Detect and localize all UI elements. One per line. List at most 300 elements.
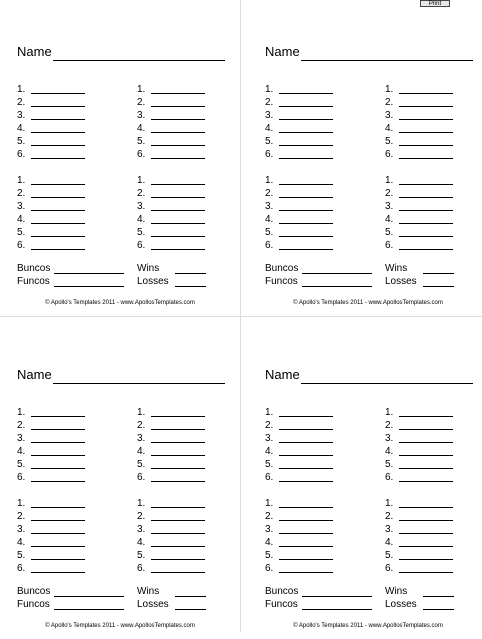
round-number: 4.: [265, 446, 274, 457]
score-blank[interactable]: [31, 520, 85, 521]
funcos-field[interactable]: [54, 609, 124, 610]
wins-field[interactable]: [175, 273, 206, 274]
score-blank[interactable]: [399, 119, 453, 120]
score-blank[interactable]: [279, 455, 333, 456]
buncos-label: Buncos: [17, 586, 51, 597]
round-number: 5.: [17, 459, 26, 470]
score-blank[interactable]: [399, 455, 453, 456]
score-blank[interactable]: [151, 429, 205, 430]
round-row: [265, 135, 279, 148]
round-number: 4.: [385, 537, 394, 548]
round-number: 2.: [265, 511, 274, 522]
score-blank[interactable]: [151, 93, 205, 94]
buncos-field[interactable]: [302, 596, 372, 597]
score-blank[interactable]: [279, 223, 333, 224]
funcos-label: Funcos: [17, 276, 50, 287]
round-column: [137, 406, 151, 484]
score-blank[interactable]: [279, 197, 333, 198]
round-row: [265, 510, 279, 523]
round-number: 2.: [137, 511, 146, 522]
score-blank[interactable]: [31, 236, 85, 237]
round-number: 6.: [17, 149, 26, 160]
round-number: 2.: [265, 97, 274, 108]
copyright-text: © Apollo's Templates 2011 - www.ApollosTemplates.com: [45, 623, 195, 629]
round-number: 2.: [385, 511, 394, 522]
score-blank[interactable]: [31, 442, 85, 443]
round-number: 1.: [137, 84, 146, 95]
score-blank[interactable]: [151, 481, 205, 482]
round-number: 5.: [265, 227, 274, 238]
round-number: 4.: [265, 537, 274, 548]
round-column: [385, 406, 399, 484]
round-number: 3.: [17, 201, 26, 212]
round-column: [137, 497, 151, 575]
round-number: 2.: [137, 97, 146, 108]
round-number: 3.: [265, 433, 274, 444]
round-row: [17, 419, 31, 432]
round-number: 3.: [137, 201, 146, 212]
horizontal-divider: [0, 316, 482, 317]
buncos-label: Buncos: [265, 586, 299, 597]
round-row: [137, 419, 151, 432]
wins-field[interactable]: [423, 273, 454, 274]
score-blank[interactable]: [151, 184, 205, 185]
score-card: [248, 323, 482, 639]
wins-label: Wins: [385, 586, 408, 597]
round-number: 4.: [385, 214, 394, 225]
round-column: [17, 497, 31, 575]
score-blank[interactable]: [31, 119, 85, 120]
round-number: 5.: [265, 459, 274, 470]
round-number: 5.: [137, 459, 146, 470]
score-blank[interactable]: [31, 93, 85, 94]
round-row: [265, 109, 279, 122]
round-number: 3.: [385, 433, 394, 444]
round-row: [385, 536, 399, 549]
round-row: [17, 83, 31, 96]
round-row: [137, 523, 151, 536]
round-row: [17, 536, 31, 549]
round-number: 4.: [137, 123, 146, 134]
round-column: [137, 83, 151, 161]
score-blank[interactable]: [399, 559, 453, 560]
score-blank[interactable]: [31, 455, 85, 456]
score-blank[interactable]: [31, 559, 85, 560]
round-row: [385, 458, 399, 471]
round-row: [17, 226, 31, 239]
score-blank[interactable]: [399, 184, 453, 185]
round-number: 2.: [265, 188, 274, 199]
round-number: 4.: [385, 446, 394, 457]
round-column: [265, 83, 279, 161]
round-number: 1.: [137, 498, 146, 509]
round-number: 1.: [17, 407, 26, 418]
name-field[interactable]: [301, 383, 473, 384]
score-blank[interactable]: [151, 533, 205, 534]
score-blank[interactable]: [399, 520, 453, 521]
round-number: 1.: [385, 175, 394, 186]
score-blank[interactable]: [279, 249, 333, 250]
score-blank[interactable]: [31, 533, 85, 534]
round-row: [265, 239, 279, 252]
round-row: [17, 497, 31, 510]
round-number: 4.: [265, 123, 274, 134]
round-row: [137, 432, 151, 445]
score-blank[interactable]: [399, 249, 453, 250]
score-blank[interactable]: [399, 145, 453, 146]
round-number: 6.: [137, 240, 146, 251]
score-blank[interactable]: [31, 507, 85, 508]
round-row: [17, 406, 31, 419]
round-row: [265, 523, 279, 536]
score-blank[interactable]: [31, 429, 85, 430]
score-blank[interactable]: [151, 197, 205, 198]
name-field[interactable]: [53, 383, 225, 384]
round-number: 3.: [385, 201, 394, 212]
round-number: 6.: [17, 563, 26, 574]
round-row: [137, 239, 151, 252]
losses-label: Losses: [385, 276, 417, 287]
name-label: Name: [265, 367, 300, 382]
round-row: [137, 445, 151, 458]
round-row: [385, 523, 399, 536]
buncos-field[interactable]: [54, 596, 124, 597]
score-blank[interactable]: [31, 158, 85, 159]
round-number: 1.: [17, 175, 26, 186]
round-row: [265, 471, 279, 484]
score-blank[interactable]: [31, 416, 85, 417]
round-column: [385, 174, 399, 252]
score-blank[interactable]: [399, 197, 453, 198]
round-number: 6.: [385, 472, 394, 483]
round-number: 1.: [265, 84, 274, 95]
round-column: [137, 174, 151, 252]
score-blank[interactable]: [151, 210, 205, 211]
funcos-label: Funcos: [265, 276, 298, 287]
score-blank[interactable]: [399, 106, 453, 107]
round-row: [265, 83, 279, 96]
score-blank[interactable]: [151, 572, 205, 573]
buncos-field[interactable]: [54, 273, 124, 274]
round-row: [385, 213, 399, 226]
round-row: [265, 122, 279, 135]
score-blank[interactable]: [399, 210, 453, 211]
name-field[interactable]: [301, 60, 473, 61]
round-row: [17, 148, 31, 161]
round-number: 6.: [137, 149, 146, 160]
losses-field[interactable]: [423, 609, 454, 610]
score-blank[interactable]: [31, 197, 85, 198]
score-blank[interactable]: [31, 481, 85, 482]
score-card: [248, 0, 482, 316]
round-row: [17, 187, 31, 200]
score-blank[interactable]: [31, 210, 85, 211]
score-blank[interactable]: [31, 184, 85, 185]
round-row: [385, 549, 399, 562]
round-column: [17, 174, 31, 252]
round-row: [385, 432, 399, 445]
round-number: 6.: [265, 240, 274, 251]
round-row: [17, 432, 31, 445]
score-blank[interactable]: [31, 223, 85, 224]
score-blank[interactable]: [399, 442, 453, 443]
score-blank[interactable]: [151, 468, 205, 469]
copyright-text: © Apollo's Templates 2011 - www.ApollosTemplates.com: [293, 300, 443, 306]
wins-field[interactable]: [423, 596, 454, 597]
round-column: [385, 83, 399, 161]
round-column: [385, 497, 399, 575]
score-blank[interactable]: [31, 572, 85, 573]
score-blank[interactable]: [279, 468, 333, 469]
round-row: [265, 458, 279, 471]
round-number: 4.: [17, 537, 26, 548]
round-number: 3.: [137, 524, 146, 535]
copyright-text: © Apollo's Templates 2011 - www.ApollosTemplates.com: [293, 623, 443, 629]
round-number: 2.: [385, 188, 394, 199]
round-number: 1.: [137, 175, 146, 186]
round-row: [137, 458, 151, 471]
round-number: 6.: [137, 472, 146, 483]
round-row: [385, 135, 399, 148]
round-number: 4.: [17, 446, 26, 457]
losses-label: Losses: [385, 599, 417, 610]
round-column: [17, 406, 31, 484]
round-number: 3.: [17, 524, 26, 535]
score-blank[interactable]: [399, 507, 453, 508]
score-blank[interactable]: [31, 546, 85, 547]
round-row: [17, 96, 31, 109]
score-blank[interactable]: [399, 236, 453, 237]
score-card: [0, 0, 240, 316]
score-blank[interactable]: [31, 132, 85, 133]
score-blank[interactable]: [279, 533, 333, 534]
score-blank[interactable]: [399, 416, 453, 417]
round-number: 2.: [17, 420, 26, 431]
round-row: [385, 419, 399, 432]
name-field[interactable]: [53, 60, 225, 61]
round-number: 4.: [385, 123, 394, 134]
round-row: [17, 458, 31, 471]
round-number: 6.: [265, 149, 274, 160]
round-number: 1.: [265, 407, 274, 418]
round-row: [385, 187, 399, 200]
round-number: 5.: [17, 550, 26, 561]
round-number: 2.: [385, 420, 394, 431]
score-blank[interactable]: [399, 223, 453, 224]
round-row: [385, 239, 399, 252]
name-label: Name: [17, 367, 52, 382]
round-row: [137, 471, 151, 484]
round-row: [265, 562, 279, 575]
round-number: 3.: [17, 433, 26, 444]
round-number: 4.: [265, 214, 274, 225]
losses-field[interactable]: [175, 286, 206, 287]
round-number: 3.: [17, 110, 26, 121]
losses-field[interactable]: [423, 286, 454, 287]
score-blank[interactable]: [279, 481, 333, 482]
round-row: [17, 549, 31, 562]
round-number: 5.: [265, 136, 274, 147]
score-blank[interactable]: [399, 468, 453, 469]
round-number: 3.: [137, 433, 146, 444]
round-row: [17, 471, 31, 484]
score-blank[interactable]: [151, 132, 205, 133]
round-row: [137, 510, 151, 523]
score-blank[interactable]: [151, 249, 205, 250]
score-blank[interactable]: [279, 442, 333, 443]
round-row: [385, 174, 399, 187]
round-number: 3.: [385, 524, 394, 535]
round-number: 5.: [137, 136, 146, 147]
round-row: [137, 109, 151, 122]
round-row: [385, 226, 399, 239]
score-blank[interactable]: [151, 119, 205, 120]
round-column: [265, 406, 279, 484]
score-blank[interactable]: [279, 158, 333, 159]
round-number: 4.: [137, 446, 146, 457]
score-blank[interactable]: [399, 572, 453, 573]
losses-label: Losses: [137, 599, 169, 610]
round-number: 6.: [265, 563, 274, 574]
score-blank[interactable]: [151, 236, 205, 237]
round-row: [385, 406, 399, 419]
round-row: [17, 200, 31, 213]
round-number: 5.: [137, 550, 146, 561]
round-row: [137, 200, 151, 213]
round-row: [137, 226, 151, 239]
score-blank[interactable]: [31, 145, 85, 146]
score-blank[interactable]: [151, 546, 205, 547]
wins-label: Wins: [137, 263, 160, 274]
round-column: [265, 174, 279, 252]
round-number: 4.: [137, 537, 146, 548]
round-row: [137, 174, 151, 187]
score-blank[interactable]: [279, 507, 333, 508]
score-blank[interactable]: [279, 210, 333, 211]
round-row: [265, 536, 279, 549]
score-blank[interactable]: [279, 559, 333, 560]
score-blank[interactable]: [279, 106, 333, 107]
round-number: 3.: [385, 110, 394, 121]
round-number: 4.: [17, 214, 26, 225]
round-row: [385, 109, 399, 122]
round-row: [137, 96, 151, 109]
round-row: [137, 187, 151, 200]
round-row: [17, 213, 31, 226]
score-blank[interactable]: [399, 481, 453, 482]
round-row: [137, 406, 151, 419]
score-blank[interactable]: [151, 158, 205, 159]
round-row: [265, 432, 279, 445]
round-number: 1.: [137, 407, 146, 418]
score-blank[interactable]: [151, 455, 205, 456]
score-blank[interactable]: [151, 520, 205, 521]
round-number: 2.: [265, 420, 274, 431]
round-number: 2.: [137, 420, 146, 431]
round-row: [265, 200, 279, 213]
funcos-label: Funcos: [265, 599, 298, 610]
score-blank[interactable]: [279, 119, 333, 120]
round-row: [137, 213, 151, 226]
score-blank[interactable]: [279, 572, 333, 573]
score-blank[interactable]: [151, 559, 205, 560]
round-number: 2.: [17, 511, 26, 522]
losses-field[interactable]: [175, 609, 206, 610]
losses-label: Losses: [137, 276, 169, 287]
round-row: [265, 549, 279, 562]
round-row: [385, 562, 399, 575]
funcos-field[interactable]: [302, 286, 372, 287]
score-blank[interactable]: [151, 106, 205, 107]
score-blank[interactable]: [279, 93, 333, 94]
funcos-field[interactable]: [54, 286, 124, 287]
print-button[interactable]: Print: [420, 0, 450, 7]
score-blank[interactable]: [279, 184, 333, 185]
score-blank[interactable]: [399, 546, 453, 547]
round-row: [17, 109, 31, 122]
round-row: [265, 148, 279, 161]
score-blank[interactable]: [151, 442, 205, 443]
round-number: 5.: [137, 227, 146, 238]
round-row: [17, 239, 31, 252]
score-blank[interactable]: [279, 416, 333, 417]
score-blank[interactable]: [151, 507, 205, 508]
wins-label: Wins: [137, 586, 160, 597]
round-number: 6.: [17, 240, 26, 251]
score-blank[interactable]: [399, 93, 453, 94]
score-blank[interactable]: [279, 236, 333, 237]
buncos-label: Buncos: [265, 263, 299, 274]
score-blank[interactable]: [151, 416, 205, 417]
round-row: [137, 83, 151, 96]
round-number: 5.: [385, 550, 394, 561]
score-blank[interactable]: [31, 249, 85, 250]
round-row: [265, 406, 279, 419]
round-number: 5.: [265, 550, 274, 561]
wins-label: Wins: [385, 263, 408, 274]
score-blank[interactable]: [31, 106, 85, 107]
score-blank[interactable]: [279, 546, 333, 547]
round-row: [17, 174, 31, 187]
round-row: [385, 122, 399, 135]
round-row: [385, 83, 399, 96]
score-blank[interactable]: [399, 429, 453, 430]
round-row: [137, 562, 151, 575]
round-row: [265, 174, 279, 187]
score-blank[interactable]: [31, 468, 85, 469]
name-label: Name: [265, 44, 300, 59]
score-blank[interactable]: [279, 429, 333, 430]
round-row: [265, 96, 279, 109]
score-blank[interactable]: [279, 145, 333, 146]
score-blank[interactable]: [399, 158, 453, 159]
round-row: [137, 497, 151, 510]
buncos-field[interactable]: [302, 273, 372, 274]
funcos-field[interactable]: [302, 609, 372, 610]
wins-field[interactable]: [175, 596, 206, 597]
round-row: [265, 226, 279, 239]
score-blank[interactable]: [279, 132, 333, 133]
score-blank[interactable]: [399, 132, 453, 133]
score-blank[interactable]: [399, 533, 453, 534]
round-number: 1.: [385, 407, 394, 418]
score-blank[interactable]: [279, 520, 333, 521]
score-blank[interactable]: [151, 145, 205, 146]
round-row: [265, 497, 279, 510]
round-row: [137, 549, 151, 562]
copyright-text: © Apollo's Templates 2011 - www.ApollosTemplates.com: [45, 300, 195, 306]
score-blank[interactable]: [151, 223, 205, 224]
